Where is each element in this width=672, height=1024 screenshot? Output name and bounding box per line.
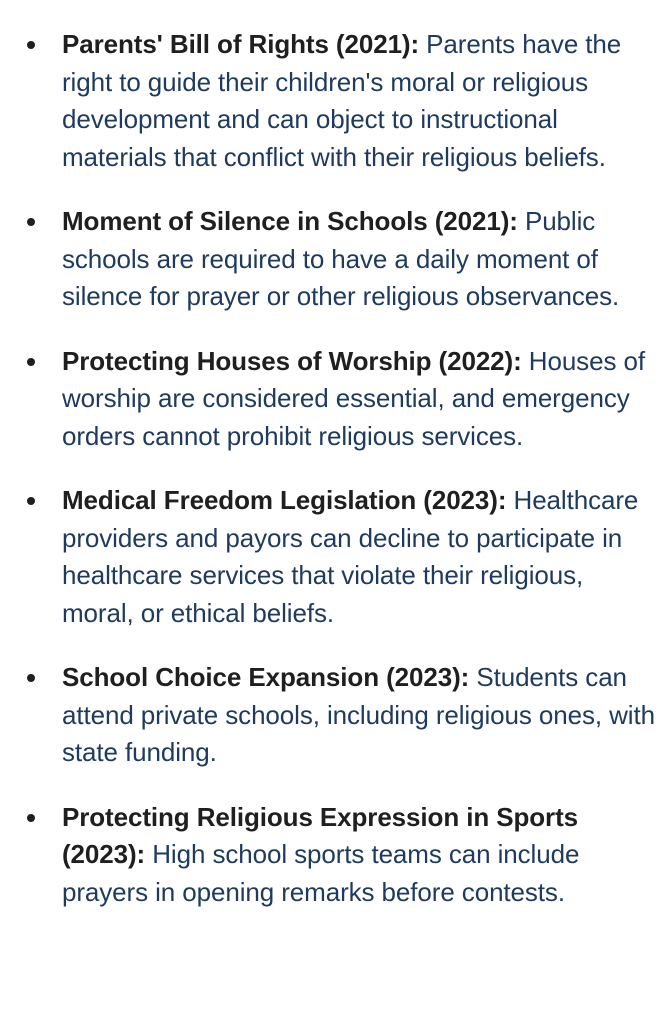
item-title: Protecting Religious Expression in Sports (2023): [62,801,578,869]
bullet-icon [27,218,35,226]
bullet-icon [27,674,35,682]
item-description: Students can attend private schools, including religious ones, with state funding. [62,662,655,767]
list-item [0,799,656,912]
item-title: School Choice Expansion (2023): [62,662,477,692]
item-title: Protecting Houses of Worship (2022): [62,345,529,376]
item-title: Medical Freedom Legislation (2023): [62,485,514,515]
list-item [0,482,656,632]
item-description: Healthcare providers and payors can decline to participate in healthcare services that violate their religious, moral, or ethical beliefs. [62,485,639,628]
list-item [0,343,656,456]
list-item [0,659,656,772]
item-description: High school sports teams can include prayers in opening remarks before contests. [62,839,580,907]
bullet-icon [27,814,35,822]
bullet-icon [27,497,35,505]
item-title: Moment of Silence in Schools (2021): [62,206,525,236]
item-description: Parents have the right to guide their children's moral or religious development and can object to instructional materials that conflict with their religious beliefs. [62,29,622,172]
item-title: Parents' Bill of Rights (2021): [62,29,427,59]
bullet-icon [27,41,35,49]
item-description: Public schools are required to have a daily moment of silence for prayer or other religious observances. [62,206,620,311]
item-description: Houses of worship are considered essential, and emergency orders cannot prohibit religious services. [62,345,645,451]
list-item [0,203,656,316]
legislation-list [0,26,656,911]
bullet-icon [27,358,35,366]
list-item [0,26,656,176]
